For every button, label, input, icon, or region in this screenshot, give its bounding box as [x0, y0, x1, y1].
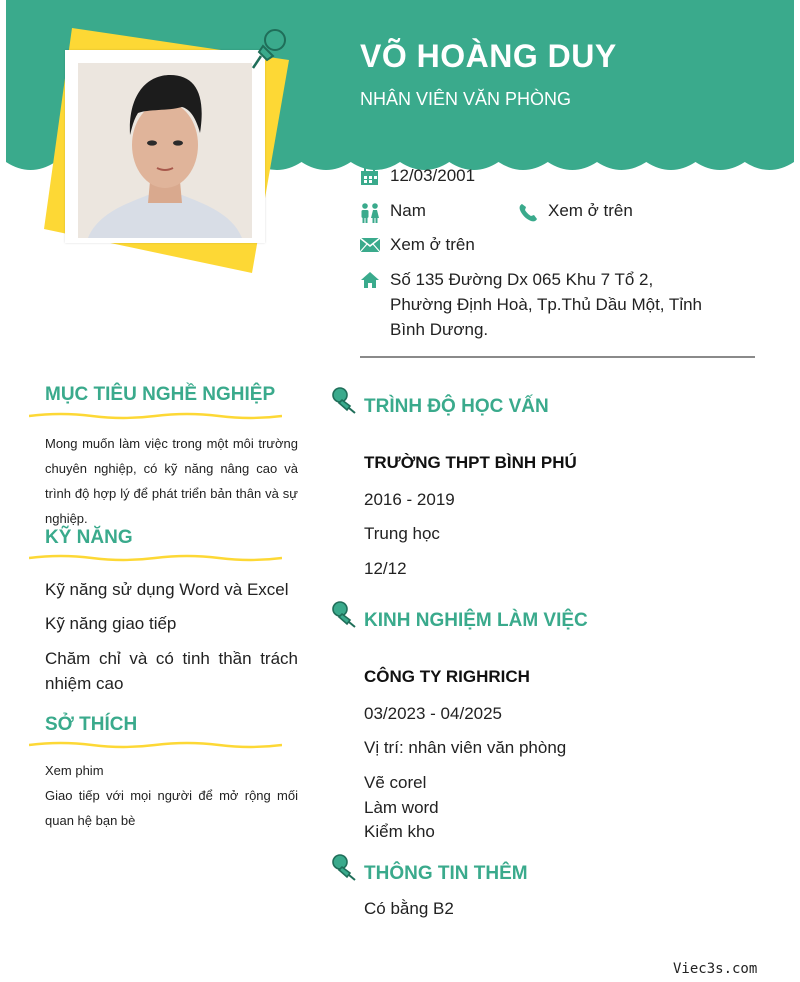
hobbies-title: SỞ THÍCH — [45, 714, 138, 735]
skill-item: Kỹ năng giao tiếp — [45, 614, 177, 633]
pushpin-icon — [330, 853, 356, 881]
education-period: 2016 - 2019 — [364, 490, 455, 509]
experience-title: KINH NGHIỆM LÀM VIỆC — [364, 610, 588, 631]
phone-text: Xem ở trên — [548, 201, 633, 220]
phone-icon — [518, 203, 538, 221]
objective-underline — [29, 411, 282, 421]
hobby-item: Giao tiếp với mọi người để mở rộng mối quan hệ bạn bè — [45, 788, 298, 828]
objective-text: Mong muốn làm việc trong một môi trường chuyên nghiệp, có kỹ năng nâng cao và trình độ hợp lý để phát triển bản thân và sự nghiệp. — [45, 436, 298, 526]
home-icon — [360, 271, 380, 289]
header-divider — [360, 356, 755, 358]
education-grade: 12/12 — [364, 559, 407, 578]
address-text: Số 135 Đường Dx 065 Khu 7 Tổ 2, Phường Định Hoà, Tp.Thủ Dầu Một, Tỉnh Bình Dương. — [390, 270, 703, 339]
candidate-role: NHÂN VIÊN VĂN PHÒNG — [360, 89, 572, 109]
pushpin-icon — [330, 386, 356, 414]
email-text: Xem ở trên — [390, 235, 475, 254]
education-school: TRƯỜNG THPT BÌNH PHÚ — [364, 453, 577, 472]
experience-task: Vẽ corel — [364, 773, 427, 792]
experience-period: 03/2023 - 04/2025 — [364, 704, 503, 723]
avatar — [78, 63, 252, 238]
education-level: Trung học — [364, 524, 440, 543]
skills-title: KỸ NĂNG — [45, 527, 133, 548]
pushpin-icon — [249, 26, 289, 72]
extra-text: Có bằng B2 — [364, 899, 454, 918]
hobby-item: Xem phim — [45, 763, 104, 778]
hobbies-underline — [29, 740, 282, 750]
birthday-text: 12/03/2001 — [390, 166, 476, 185]
pushpin-icon — [330, 600, 356, 628]
watermark: Viec3s.com — [673, 961, 758, 977]
gender-icon — [360, 203, 380, 221]
gender-text: Nam — [390, 201, 426, 220]
experience-task: Kiểm kho — [364, 822, 435, 841]
experience-company: CÔNG TY RIGHRICH — [364, 667, 530, 686]
email-icon — [360, 237, 380, 255]
photo-block — [44, 28, 294, 273]
experience-position: Vị trí: nhân viên văn phòng — [364, 738, 567, 757]
calendar-icon — [360, 168, 380, 186]
skill-item: Kỹ năng sử dụng Word và Excel — [45, 580, 289, 599]
candidate-name: VÕ HOÀNG DUY — [360, 38, 617, 74]
experience-task: Làm word — [364, 798, 439, 817]
education-title: TRÌNH ĐỘ HỌC VẤN — [364, 396, 549, 417]
skill-item: Chăm chỉ và có tinh thần trách nhiệm cao — [45, 649, 298, 693]
skills-underline — [29, 553, 282, 563]
objective-title: MỤC TIÊU NGHỀ NGHIỆP — [45, 384, 276, 405]
extra-title: THÔNG TIN THÊM — [364, 863, 528, 884]
photo-frame — [65, 50, 265, 243]
